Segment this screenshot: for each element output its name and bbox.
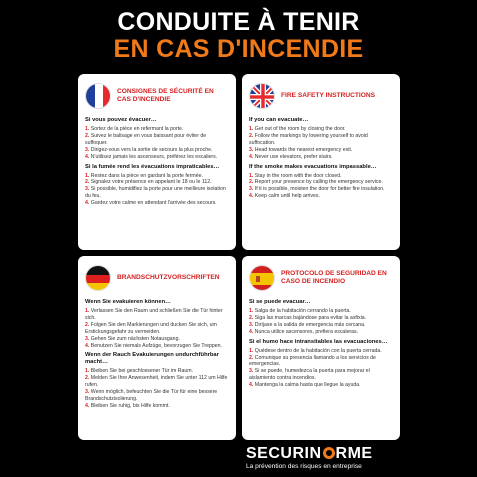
list-item: 2. Folgen Sie den Markierungen und ducken Sie sich, um Erstickungsgefahr zu vermeiden. [85, 321, 217, 335]
brand-logo [246, 445, 416, 477]
list-item: 2. Follow the markings by lowering yourself to avoid suffocation. [249, 132, 368, 146]
card-title: BRANDSCHUTZVORSCHRIFTEN [117, 274, 220, 281]
brand-tagline: La prévention des risques en entreprise [246, 463, 362, 470]
list-item: 4. Mantenga la calma hasta que llegue la ayuda. [249, 382, 361, 389]
list-item: 4. Never use elevators, prefer stairs. [249, 153, 333, 160]
section-heading: Si la fumée rend les évacuations impraticables… [85, 163, 220, 170]
list-item: 4. Bleiben Sie ruhig, bis Hilfe kommt. [85, 402, 170, 409]
list-item: 1. Get out of the room by closing the door. [249, 126, 346, 132]
list-item: 1. Restez dans la pièce en gardant la porte fermée. [85, 172, 203, 179]
card-english [242, 74, 400, 250]
german-flag-icon [85, 265, 111, 291]
section-heading: Si se puede evacuar… [249, 299, 311, 305]
list-item: 4. Keep calm until help arrives. [249, 193, 320, 200]
section-heading: Wenn der Rauch Evakuierungen undurchführbar macht… [85, 352, 219, 366]
list-item: 3. Gehen Sie zum nächsten Notausgang. [85, 335, 180, 342]
card-spanish [242, 256, 400, 440]
spanish-flag-icon [249, 265, 275, 291]
list-item: 2. Suivez le balisage en vous baissant pour éviter de suffoquer. [85, 132, 207, 146]
section-heading: Wenn Sie evakuieren können… [85, 299, 171, 305]
list-item: 1. Salga de la habitación cerrando la puerta. [249, 308, 351, 314]
card-german [78, 256, 236, 440]
card-header [85, 80, 229, 112]
list-item: 4. N'utilisez jamais les ascenseurs, préférez les escaliers. [85, 153, 218, 160]
list-item: 3. If it is possible, moisten the door for better fire insulation. [249, 186, 385, 193]
list-item: 2. Signalez votre présence en appelant le 18 ou le 112. [85, 179, 212, 186]
list-item: 3. Si se puede, humedezca la puerta para mejorar el aislamiento contra incendios. [249, 368, 370, 382]
list-item: 3. Si possible, humidifiez la porte pour une meilleure isolation du feu. [85, 186, 226, 200]
list-item: 1. Verlassen Sie den Raum und schließen Sie die Tür hinter sich. [85, 308, 223, 321]
list-item: 1. Stay in the room with the door closed. [249, 172, 342, 179]
list-item: 4. Nunca utilice ascensores, prefiera escaleras. [249, 328, 359, 335]
card-title: PROTOCOLO DE SEGURIDAD EN CASO DE INCENDIO [281, 270, 387, 285]
list-item: 2. Melden Sie Ihre Anwesenheit, indem Sie unter 112 um Hilfe rufen. [85, 375, 228, 389]
uk-flag-icon [249, 83, 275, 109]
list-item: 4. Benutzen Sie niemals Aufzüge, bevorzugen Sie Treppen. [85, 342, 222, 349]
list-item: 3. Wenn möglich, befeuchten Sie die Tür für eine bessere Brandschutzisolierung. [85, 389, 218, 403]
list-item: 2. Siga las marcas bajándose para evitar la asfixia. [249, 314, 367, 321]
list-item: 1. Sortez de la pièce en refermant la porte. [85, 126, 184, 132]
list-item: 2. Report your presence by calling the emergency service. [249, 179, 383, 186]
list-item: 3. Diríjase a la salida de emergencia más cercana. [249, 321, 366, 328]
card-title: CONSIGNES DE SÉCURITÉ EN CAS D'INCENDIE [117, 88, 214, 103]
list-item: 3. Dirigez-vous vers la sortie de secours la plus proche. [85, 146, 213, 153]
section-heading: If you can evacuate… [249, 117, 309, 123]
list-item: 1. Quédese dentro de la habitación con la puerta cerrada. [249, 347, 382, 354]
poster-header [0, 0, 477, 72]
section-heading: Si vous pouvez évacuer… [85, 117, 157, 123]
card-header [85, 262, 229, 294]
list-item: 4. Gardez votre calme en attendant l'arrivée des secours. [85, 200, 217, 207]
poster-title-line2: EN CAS D'INCENDIE [113, 35, 364, 63]
list-item: 3. Head towards the nearest emergency exit. [249, 146, 353, 153]
card-french [78, 74, 236, 250]
card-header [249, 80, 393, 112]
card-header [249, 262, 393, 294]
section-heading: Si el humo hace intransitables las evacuaciones… [249, 338, 388, 345]
section-heading: If the smoke makes evacuations impassable… [249, 163, 377, 170]
card-title: FIRE SAFETY INSTRUCTIONS [281, 92, 376, 99]
list-item: 1. Bleiben Sie bei geschlossener Tür im Raum. [85, 368, 194, 375]
brand-name: SECURIN RME [246, 445, 373, 462]
poster-title-line1: CONDUITE À TENIR [117, 8, 360, 36]
french-flag-icon [85, 83, 111, 109]
list-item: 2. Comunique su presencia llamando a los servicios de emergencias. [249, 354, 376, 368]
brand-ring-icon [323, 447, 335, 459]
